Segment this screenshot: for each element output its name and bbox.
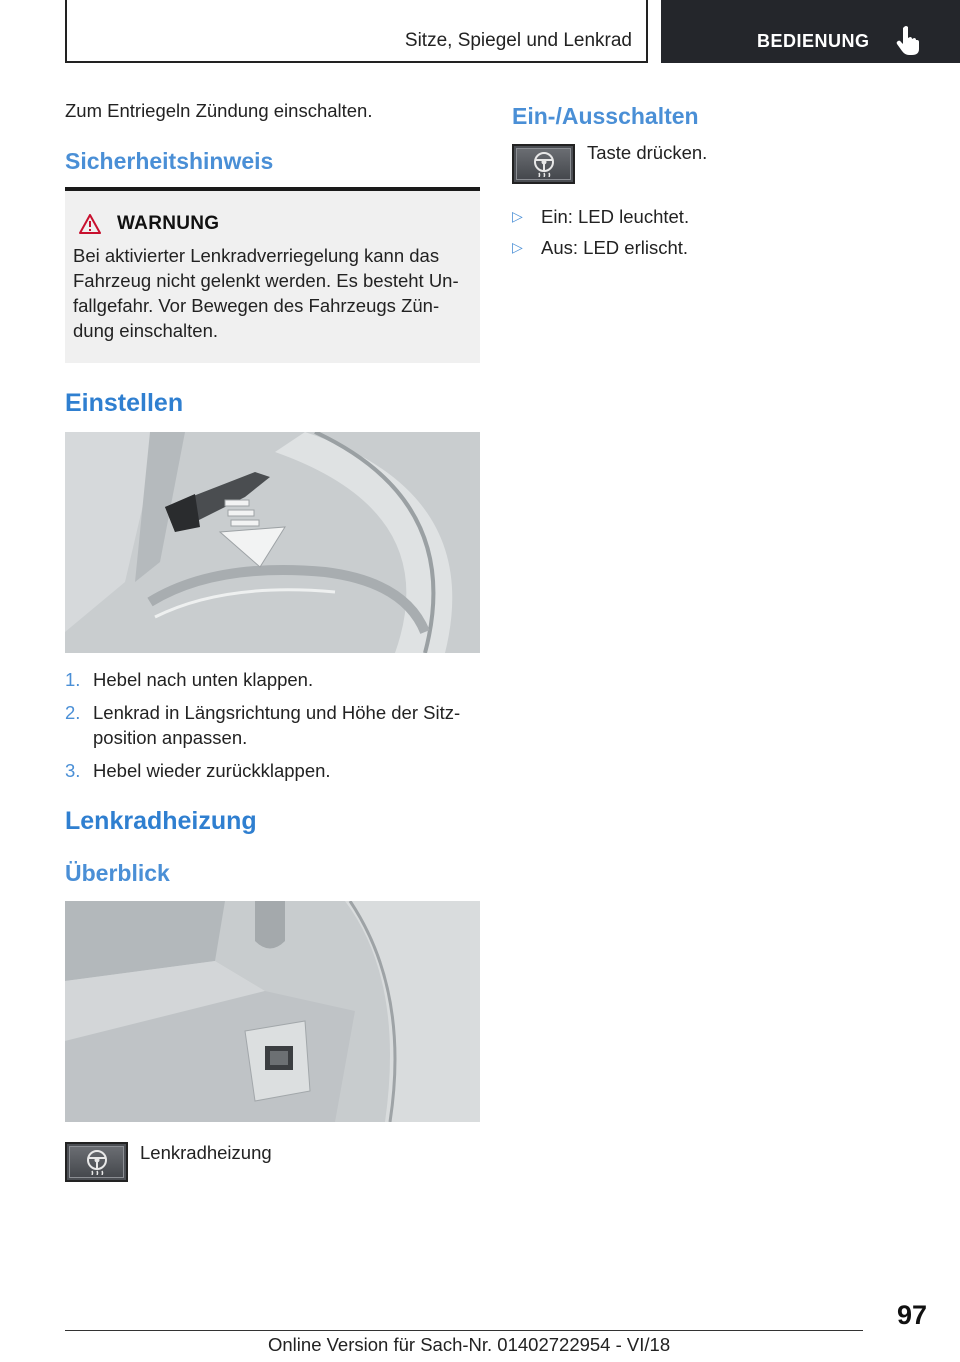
heated-steering-wheel-icon bbox=[530, 151, 558, 177]
list-item bbox=[65, 758, 480, 783]
step-text: Hebel nach unten klappen. bbox=[93, 669, 314, 690]
header-section-box bbox=[65, 0, 648, 63]
step-number: 2. bbox=[65, 702, 81, 723]
bullet-text: Ein: LED leuchtet. bbox=[541, 206, 690, 227]
adjust-heading: Einstellen bbox=[65, 389, 184, 417]
bullet-triangle-icon: ▷ bbox=[512, 239, 523, 255]
heating-button-image bbox=[65, 1142, 128, 1182]
intro-text: Zum Entriegeln Zündung einschalten. bbox=[65, 100, 373, 121]
toggle-heading: Ein-/Ausschalten bbox=[512, 103, 699, 129]
step-text: Hebel wieder zurückklappen. bbox=[93, 760, 331, 781]
pointing-hand-icon bbox=[895, 25, 921, 55]
icon-caption-row bbox=[65, 1142, 480, 1182]
step-number: 3. bbox=[65, 760, 81, 781]
list-item bbox=[512, 235, 912, 260]
warning-box bbox=[65, 187, 480, 363]
bullet-triangle-icon: ▷ bbox=[512, 208, 523, 224]
page-number: 97 bbox=[897, 1300, 928, 1330]
steering-lever-illustration bbox=[65, 432, 480, 653]
left-column bbox=[65, 98, 480, 1182]
overview-heading: Überblick bbox=[65, 860, 170, 886]
warning-label: WARNUNG bbox=[117, 213, 220, 234]
icon-caption-text: Lenkradheizung bbox=[140, 1142, 272, 1163]
heated-steering-wheel-icon bbox=[83, 1149, 111, 1175]
press-button-row bbox=[512, 144, 912, 184]
warning-text: Bei aktivierter Lenkradverriegelung kann das Fahrzeug nicht gelenkt werden. Es besteht Un-fallgefahr. Vor Bewegen des Fahrzeugs Zün-dung einschalten. bbox=[73, 245, 459, 341]
heating-button-location-illustration bbox=[65, 901, 480, 1122]
bullet-text: Aus: LED erlischt. bbox=[541, 237, 689, 258]
adjust-steps-list bbox=[65, 667, 480, 783]
step-text: Lenkrad in Längsrichtung und Höhe der Sitz-position anpassen. bbox=[93, 702, 461, 748]
right-column bbox=[512, 98, 912, 266]
header-chapter-tab bbox=[661, 0, 960, 63]
safety-heading: Sicherheitshinweis bbox=[65, 148, 274, 174]
list-item bbox=[512, 204, 912, 229]
footer-version-text: Online Version für Sach-Nr. 01402722954 - VI/18 bbox=[268, 1334, 671, 1355]
led-status-list bbox=[512, 204, 912, 260]
list-item bbox=[65, 700, 480, 750]
header-section-title: Sitze, Spiegel und Lenkrad bbox=[404, 30, 632, 51]
warning-triangle-icon bbox=[79, 214, 101, 234]
list-item bbox=[65, 667, 480, 692]
header-tab-label: BEDIENUNG bbox=[757, 31, 870, 51]
press-button-text: Taste drücken. bbox=[587, 142, 708, 163]
heating-heading: Lenkradheizung bbox=[65, 807, 257, 835]
step-number: 1. bbox=[65, 669, 81, 690]
footer-divider bbox=[65, 1330, 863, 1331]
heating-button-image bbox=[512, 144, 575, 184]
